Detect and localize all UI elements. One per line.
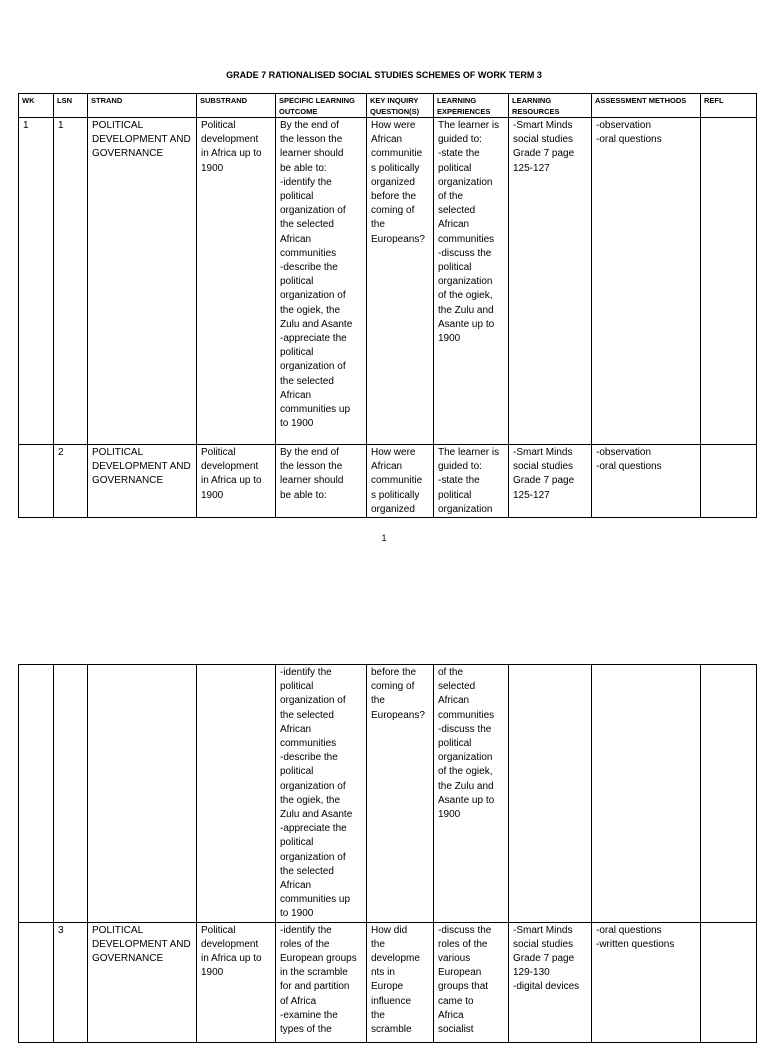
cell-strand: POLITICAL DEVELOPMENT AND GOVERNANCE [88,445,197,518]
cell-resources [509,665,592,923]
header-strand: STRAND [88,94,197,118]
table-row [19,665,757,923]
cell-question: before the coming of the Europeans? [367,665,434,923]
header-substrand: SUBSTRAND [197,94,276,118]
cell-wk [19,445,54,518]
header-experiences: LEARNING EXPERIENCES [434,94,509,118]
cell-substrand [197,665,276,923]
cell-outcome: -identify the political organization of the selected African communities -describe the political organization of the ogiek, the Zulu and Asante -appreciate the political organization of the selected African communities up to 1900 [276,665,367,923]
cell-strand: POLITICAL DEVELOPMENT AND GOVERNANCE [88,922,197,1042]
header-lsn: LSN [54,94,88,118]
cell-refl [701,922,757,1042]
cell-resources: -Smart Minds social studies Grade 7 page 125-127 [509,118,592,445]
header-refl: REFL [701,94,757,118]
cell-experiences: of the selected African communities -discuss the political organization of the ogiek, the Zulu and Asante up to 1900 [434,665,509,923]
cell-wk [19,665,54,923]
header-assessment: ASSESSMENT METHODS [592,94,701,118]
cell-strand: POLITICAL DEVELOPMENT AND GOVERNANCE [88,118,197,445]
cell-lsn: 3 [54,922,88,1042]
cell-wk: 1 [19,118,54,445]
cell-assessment: -oral questions -written questions [592,922,701,1042]
table-row [19,118,757,445]
header-outcome: SPECIFIC LEARNING OUTCOME [276,94,367,118]
schemes-table-page-1 [18,93,757,518]
cell-assessment [592,665,701,923]
table-row [19,445,757,518]
cell-experiences: -discuss the roles of the various European groups that came to Africa socialist [434,922,509,1042]
cell-lsn: 1 [54,118,88,445]
cell-substrand: Political development in Africa up to 1900 [197,445,276,518]
cell-question: How were African communitie s politically organized [367,445,434,518]
header-wk: WK [19,94,54,118]
cell-outcome: By the end of the lesson the learner should be able to: [276,445,367,518]
cell-refl [701,445,757,518]
cell-substrand: Political development in Africa up to 1900 [197,118,276,445]
header-resources: LEARNING RESOURCES [509,94,592,118]
cell-strand [88,665,197,923]
cell-lsn: 2 [54,445,88,518]
table-row [19,922,757,1042]
cell-experiences: The learner is guided to: -state the political organization of the selected African communities -discuss the political organization of the ogiek, the Zulu and Asante up to 1900 [434,118,509,445]
cell-resources: -Smart Minds social studies Grade 7 page 125-127 [509,445,592,518]
cell-question: How did the developme nts in Europe influence the scramble [367,922,434,1042]
cell-assessment: -observation -oral questions [592,445,701,518]
cell-outcome: By the end of the lesson the learner should be able to: -identify the political organization of the selected African communities -describe the political organization of the ogiek, the Zulu and Asante -appreciate the political organization of the selected African communities up to 1900 [276,118,367,445]
table-header-row [19,94,757,118]
header-question: KEY INQUIRY QUESTION(S) [367,94,434,118]
cell-assessment: -observation -oral questions [592,118,701,445]
cell-lsn [54,665,88,923]
cell-substrand: Political development in Africa up to 1900 [197,922,276,1042]
cell-experiences: The learner is guided to: -state the political organization [434,445,509,518]
cell-resources: -Smart Minds social studies Grade 7 page 129-130 -digital devices [509,922,592,1042]
cell-refl [701,665,757,923]
cell-outcome: -identify the roles of the European groups in the scramble for and partition of Africa -examine the types of the [276,922,367,1042]
cell-refl [701,118,757,445]
schemes-table-page-2 [18,664,757,1043]
cell-question: How were African communitie s politically organized before the coming of the Europeans? [367,118,434,445]
cell-wk [19,922,54,1042]
page-number: 1 [381,533,387,543]
document-title: GRADE 7 RATIONALISED SOCIAL STUDIES SCHEMES OF WORK TERM 3 [226,70,542,80]
